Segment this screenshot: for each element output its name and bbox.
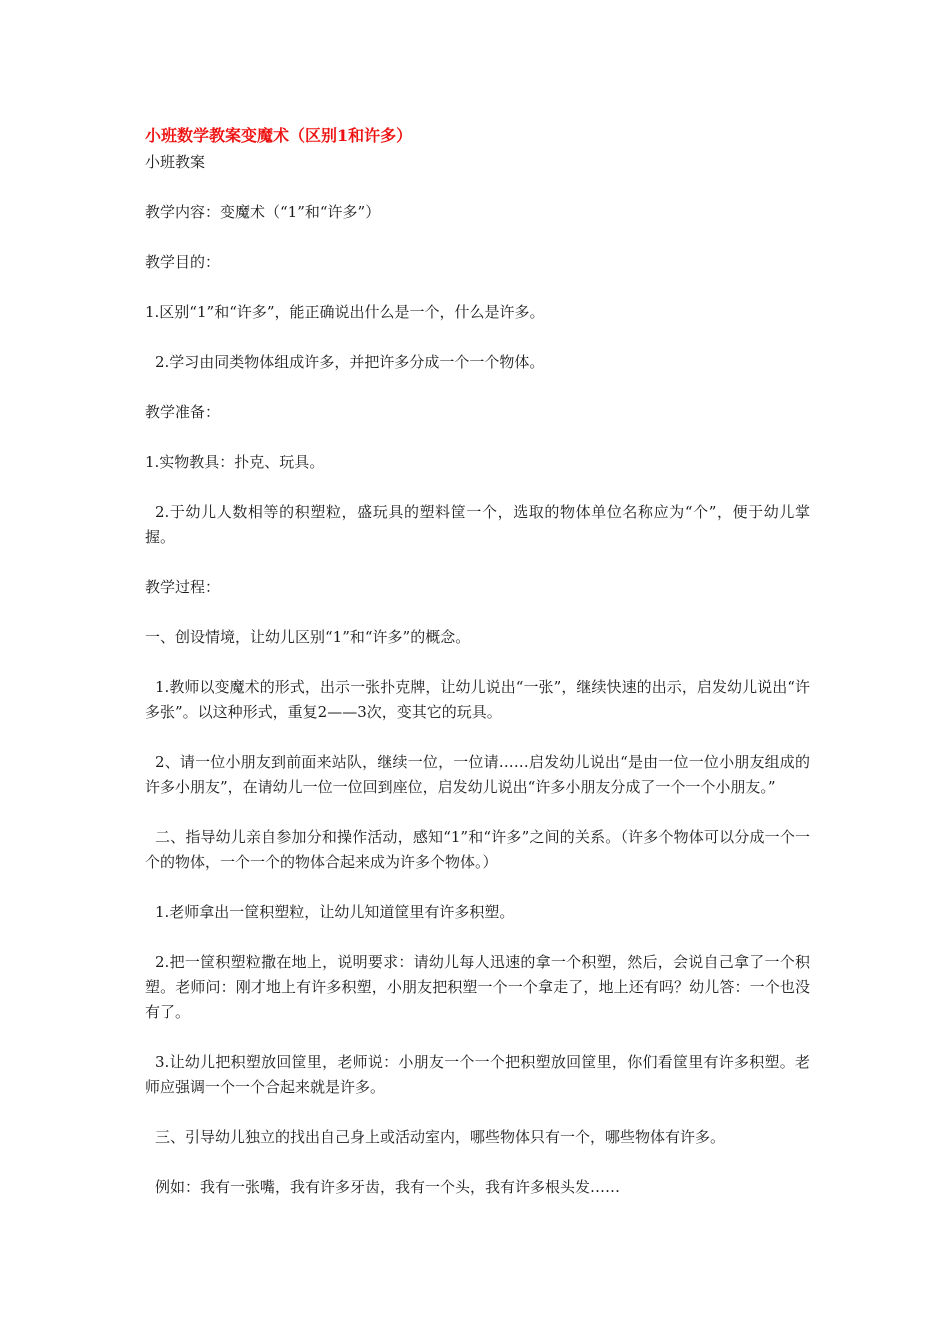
paragraph-goal-1: 1.区别“1”和“许多”，能正确说出什么是一个，什么是许多。 — [145, 303, 545, 321]
paragraph-section-3: 三、引导幼儿独立的找出自己身上或活动室内，哪些物体只有一个，哪些物体有许多。 — [155, 1128, 726, 1146]
paragraph-section-1-step-2: 2、请一位小朋友到前面来站队，继续一位，一位请……启发幼儿说出“是由一位一位小朋友组成的许多小朋友”，在请幼儿一位一位回到座位，启发幼儿说出“许多小朋友分成了一个一个小朋友。” — [145, 753, 810, 796]
paragraph-example: 例如：我有一张嘴，我有许多牙齿，我有一个头，我有许多根头发…… — [155, 1178, 621, 1196]
paragraph-preparation-1: 1.实物教具：扑克、玩具。 — [145, 453, 325, 471]
paragraph-preparation-heading: 教学准备： — [145, 403, 221, 421]
paragraph-section-1: 一、创设情境，让幼儿区别“1”和“许多”的概念。 — [145, 628, 471, 646]
paragraph-section-2: 二、指导幼儿亲自参加分和操作活动，感知“1”和“许多”之间的关系。（许多个物体可以分成一个一个的物体，一个一个的物体合起来成为许多个物体。） — [145, 828, 810, 871]
document-content — [145, 122, 810, 1225]
paragraph-section-2-step-2: 2.把一筐积塑粒撒在地上，说明要求：请幼儿每人迅速的拿一个积塑，然后，会说自己拿了一个积塑。老师问：刚才地上有许多积塑，小朋友把积塑一个一个拿走了，地上还有吗？幼儿答：一个也没有了。 — [145, 953, 810, 1021]
paragraph-section-2-step-3: 3.让幼儿把积塑放回筐里，老师说：小朋友一个一个把积塑放回筐里，你们看筐里有许多积塑。老师应强调一个一个合起来就是许多。 — [145, 1053, 810, 1096]
paragraph-teaching-content: 教学内容：变魔术（“1”和“许多”） — [145, 203, 381, 221]
document-subtitle: 小班教案 — [145, 153, 206, 171]
paragraph-process-heading: 教学过程： — [145, 578, 221, 596]
paragraph-teaching-goals-heading: 教学目的： — [145, 253, 221, 271]
document-title: 小班数学教案变魔术（区别1和许多） — [145, 126, 413, 145]
paragraph-goal-2: 2.学习由同类物体组成许多，并把许多分成一个一个物体。 — [155, 353, 545, 371]
paragraph-section-2-step-1: 1.老师拿出一筐积塑粒，让幼儿知道筐里有许多积塑。 — [155, 903, 515, 921]
paragraph-preparation-2: 2.于幼儿人数相等的积塑粒，盛玩具的塑料筐一个，选取的物体单位名称应为“个”，便于幼儿掌握。 — [145, 503, 810, 546]
paragraph-section-1-step-1: 1.教师以变魔术的形式，出示一张扑克牌，让幼儿说出“一张”，继续快速的出示，启发幼儿说出“许多张”。以这种形式，重复2——3次，变其它的玩具。 — [145, 678, 810, 721]
